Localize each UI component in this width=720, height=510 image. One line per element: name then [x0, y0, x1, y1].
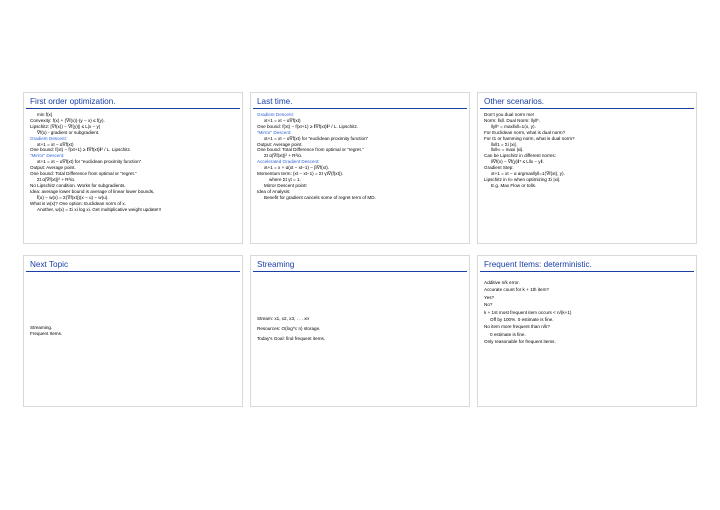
section-heading: “Mirror” Descent: [30, 153, 65, 159]
title-underline [253, 108, 467, 109]
text-line: Gradient Step: [484, 165, 514, 171]
text-line: E.g. Max Flow or tolls. [491, 182, 537, 188]
text-line: Σt α|∇f(xt)|² + R²/α. [264, 153, 303, 159]
text-line: ‖y‖* = max‖x‖=1⟨x, y⟩. [491, 123, 537, 129]
text-line: ‖∇f(x) − ∇f(y)‖* ≤ L‖x − y‖. [491, 159, 544, 165]
slide-title: Last time. [257, 97, 293, 106]
text-line: Norm: ‖x‖. Dual Norm: ‖y‖*. [484, 117, 541, 123]
text-line: One bound: Total Difference from optimal or “regret.” [257, 147, 364, 153]
text-line: xt+1 = xt − α∇f(xt) [264, 117, 301, 123]
text-line: 0 estimate is fine. [490, 331, 526, 337]
text-line: Don’t you dual norm me! [484, 112, 535, 117]
text-line: Benefit for gradient cancels some of regret term of MD. [264, 194, 376, 200]
text-line: Streaming. [30, 325, 53, 331]
text-line: No item more frequent than n/k? [484, 324, 550, 330]
title-underline [480, 108, 694, 109]
slide-body [30, 256, 238, 406]
title-underline [480, 271, 694, 272]
text-line: Yes? [484, 294, 495, 300]
text-line: Lipschitz: |∇f(x)) − ∇f(y)|| ≤ L|x − y| [30, 123, 101, 129]
text-line: No? [484, 302, 493, 308]
slide-title: Streaming [257, 260, 295, 269]
slide-title: Frequent Items: deterministic. [484, 260, 592, 269]
text-line: Idea: average lower bound is average of linear lower bounds, [30, 188, 155, 194]
text-line: ‖x‖1 = Σi |xi|. [491, 141, 517, 147]
text-line: Output: Average point. [257, 141, 303, 147]
slide-title: First order optimization. [30, 97, 116, 106]
text-line: Momentum term: (xt − xt−1) = Σt γt∇(f(xt)). [257, 171, 344, 177]
section-heading: Gradient Descent: [30, 135, 68, 141]
text-line: k + 1st most frequent item occurs < n/(k+1) [484, 309, 572, 315]
text-line: xt+1 = xt − α argmax‖y‖=1⟨∇f(xt), y⟩. [491, 171, 566, 177]
title-underline [26, 108, 240, 109]
section-heading: Gradient Descent: [257, 112, 295, 117]
slide-streaming[interactable] [250, 255, 470, 407]
text-line: xt+1 = xt − α∇f(xt) [37, 141, 74, 147]
text-line: xt+1 = xt − α∇f(xt) for “euclidean proximity function” [37, 159, 142, 165]
text-line: One bound: f(xt) − f(xt+1) ≥ ‖∇f(xt)‖² / L. Lipschitz. [30, 147, 132, 153]
text-line: Convexity: f(x) + (∇f(x))·(y − x) ≤ f(y). [30, 117, 105, 123]
text-line: Resources: O(log^c n) storage. [257, 326, 321, 332]
slide-body [30, 112, 238, 212]
slide-body [257, 112, 465, 201]
text-line: Lipschitz in ℓ∞ when optimizing Σi |xi|. [484, 176, 561, 182]
slide-last-time[interactable] [250, 92, 470, 244]
slide-body [257, 256, 465, 406]
text-line: One bound: Total Difference from optimal or “regret.” [30, 171, 137, 177]
slide-first-order-optimization[interactable] [23, 92, 243, 244]
text-line: Idea of Analysis: [257, 188, 291, 194]
slide-body [484, 280, 692, 347]
slide-frequent-items-deterministic[interactable] [477, 255, 697, 407]
slide-next-topic[interactable] [23, 255, 243, 407]
text-line: Output: Average point. [30, 165, 76, 171]
text-line: Off by 100%. 0 estimate is fine. [490, 317, 554, 323]
text-line: For Euclidean norm, what is dual norm? [484, 129, 566, 135]
slide-body [484, 112, 692, 189]
text-line: Today’s Goal: find frequent items. [257, 335, 326, 341]
slide-other-scenarios[interactable] [477, 92, 697, 244]
text-line: Mirror Descent point! [264, 182, 307, 188]
text-line: xt+1 = xt − α∇f(xt) for “euclidean proximity function” [264, 135, 369, 141]
text-line: Additive n/k error. [484, 280, 520, 285]
slide-title: Next Topic [30, 260, 69, 269]
section-heading: “Mirror” Descent: [257, 129, 292, 135]
text-line: One bound: f(xt) − f(xt+1) ≥ ‖∇f(xt)‖² / L. Lipschitz. [257, 123, 359, 129]
text-line: where Σt γt = 1. [269, 176, 301, 182]
slide-title: Other scenarios. [484, 97, 545, 106]
text-line: Another, w(x) = Σi xi log xi. Get multiplicative weight update!!! [37, 206, 161, 212]
text-line: Only reasonable for frequent items. [484, 339, 556, 345]
text-line: Accurate count for k + 1th item? [484, 287, 549, 293]
text-line: What is w(x)? One option: Euclidean norm of x. [30, 200, 126, 206]
text-line: Can be Lipschitz in different norms: [484, 153, 556, 159]
text-line: No Lipschitz condition. Works for subgradients. [30, 182, 126, 188]
text-line: Frequent Items. [30, 331, 63, 336]
section-heading: Accelerated Gradient Descent: [257, 159, 320, 165]
text-line: xt+1 = x + α(xt − xt−1) − β∇f(xt). [264, 165, 330, 171]
text-line: min f(x) [37, 112, 53, 117]
text-line: For ℓ1 or hamming norm, what is dual norm? [484, 135, 575, 141]
text-line: ∇f(x) - gradient or subgradient. [37, 129, 100, 135]
text-line: Σt α|∇f(xt)|² + R²/α. [37, 176, 76, 182]
text-line: f̄(u) − w(x) = Σ(∇f(xt))(x − u) − w(u). [37, 194, 109, 200]
text-line: ‖x‖∞ = maxi |xi|. [491, 147, 524, 153]
text-line: Stream: x1, x2, x3, . . . xn [257, 316, 310, 322]
